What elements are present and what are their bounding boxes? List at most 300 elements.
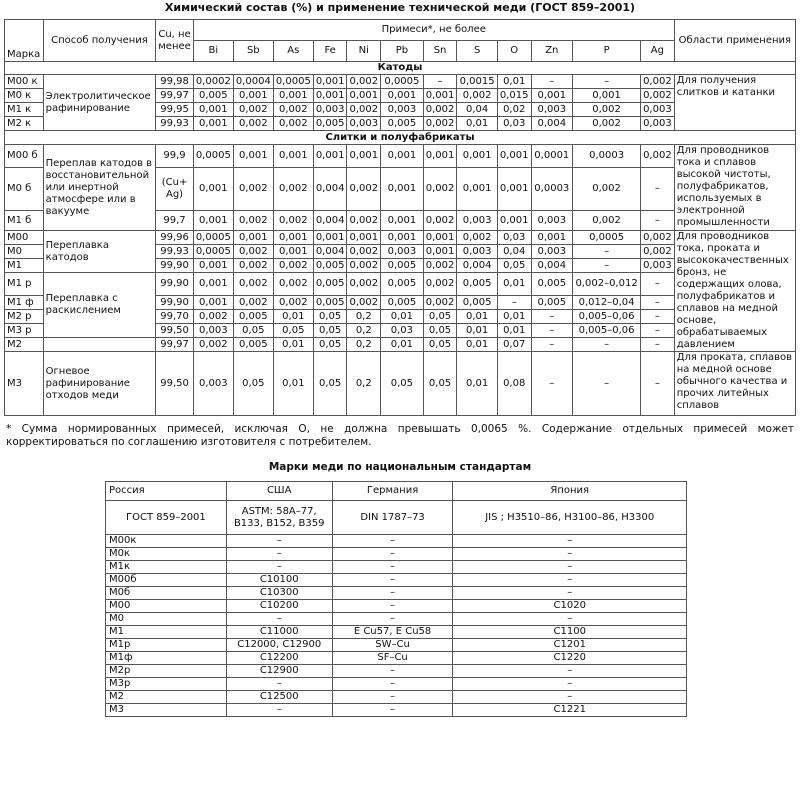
impurity-cell: 0,002	[641, 245, 675, 259]
impurity-cell: 0,002	[193, 310, 233, 324]
header-cu: Cu, не менее	[156, 20, 194, 62]
impurity-cell: 0,001	[273, 145, 313, 168]
usa-grade-cell: C10300	[226, 587, 332, 600]
impurity-cell: 0,002	[423, 273, 457, 296]
russia-grade-cell: М2	[106, 691, 227, 704]
impurity-cell: 0,2	[347, 338, 381, 352]
impurity-cell: –	[641, 296, 675, 310]
impurity-cell: 0,002	[423, 103, 457, 117]
impurity-cell: 0,004	[531, 117, 573, 131]
impurity-cell: 0,0015	[457, 75, 498, 89]
impurity-cell: 0,01	[497, 273, 531, 296]
header-element: Sb	[233, 41, 273, 62]
grade-cell: М2	[5, 338, 44, 352]
impurity-cell: 0,05	[423, 352, 457, 416]
grade-cell: М2 к	[5, 117, 44, 131]
impurity-cell: 0,003	[531, 211, 573, 231]
impurity-cell: 0,2	[347, 324, 381, 338]
impurity-cell: 0,001	[381, 89, 424, 103]
impurity-cell: 0,002	[573, 103, 641, 117]
germany-grade-cell: SF–Cu	[332, 652, 453, 665]
header-japan: Япония	[453, 482, 687, 501]
impurity-cell: 0,001	[423, 145, 457, 168]
grade-cell: М1 р	[5, 273, 44, 296]
impurity-cell: 0,002	[233, 211, 273, 231]
usa-grade-cell: –	[226, 548, 332, 561]
impurity-cell: 0,002	[641, 145, 675, 168]
impurity-cell: –	[531, 352, 573, 416]
impurity-cell: 0,015	[497, 89, 531, 103]
impurity-cell: 0,005	[381, 296, 424, 310]
impurity-cell: 0,005	[531, 296, 573, 310]
impurity-cell: 0,0005	[193, 245, 233, 259]
impurity-cell: 0,005	[457, 273, 498, 296]
japan-grade-cell: C1220	[453, 652, 687, 665]
germany-grade-cell: –	[332, 548, 453, 561]
impurity-cell: –	[641, 310, 675, 324]
germany-grade-cell: –	[332, 678, 453, 691]
header-element: As	[273, 41, 313, 62]
impurity-cell: 0,001	[423, 89, 457, 103]
impurity-cell: 0,002	[457, 89, 498, 103]
table-row	[106, 652, 687, 665]
impurity-cell: 0,05	[423, 324, 457, 338]
impurity-cell: 0,003	[347, 117, 381, 131]
impurity-cell: –	[573, 352, 641, 416]
japan-grade-cell: –	[453, 548, 687, 561]
impurity-cell: 0,01	[381, 310, 424, 324]
section-ingots: Слитки и полуфабрикаты	[5, 131, 796, 145]
impurity-cell: 0,001	[347, 145, 381, 168]
grade-cell: М0 б	[5, 168, 44, 211]
cu-cell: 99,97	[156, 89, 194, 103]
table-row	[5, 145, 796, 168]
impurity-cell: 0,08	[497, 352, 531, 416]
impurity-cell: 0,01	[381, 338, 424, 352]
grade-cell: М00 к	[5, 75, 44, 89]
cu-cell: 99,90	[156, 273, 194, 296]
impurity-cell: 0,05	[381, 352, 424, 416]
impurity-cell: 0,001	[273, 231, 313, 245]
table-row	[106, 535, 687, 548]
impurity-cell: 0,005	[381, 259, 424, 273]
germany-grade-cell: –	[332, 600, 453, 613]
impurity-cell: 0,004	[313, 211, 347, 231]
japan-grade-cell: C1100	[453, 626, 687, 639]
impurity-cell: 0,001	[531, 89, 573, 103]
usa-grade-cell: C11000	[226, 626, 332, 639]
standard-japan: JIS ; H3510–86, H3100–86, H3300	[453, 501, 687, 535]
table-header-row	[106, 482, 687, 501]
impurity-cell: 0,002–0,012	[573, 273, 641, 296]
impurity-cell: 0,01	[497, 75, 531, 89]
header-element: Bi	[193, 41, 233, 62]
impurity-cell: 0,003	[531, 103, 573, 117]
impurity-cell: 0,05	[273, 324, 313, 338]
header-element: Zn	[531, 41, 573, 62]
impurity-cell: 0,012–0,04	[573, 296, 641, 310]
impurity-cell: 0,002	[193, 338, 233, 352]
impurity-cell: 0,01	[273, 338, 313, 352]
grade-cell: М00 б	[5, 145, 44, 168]
table-row	[106, 639, 687, 652]
usa-grade-cell: –	[226, 704, 332, 717]
impurity-cell: 0,001	[193, 296, 233, 310]
impurity-cell: –	[423, 75, 457, 89]
chemical-composition-table	[4, 19, 796, 416]
impurity-cell: 0,002	[347, 273, 381, 296]
impurity-cell: –	[641, 168, 675, 211]
impurity-cell: 0,07	[497, 338, 531, 352]
impurity-cell: 0,005	[193, 89, 233, 103]
impurity-cell: 0,002	[641, 75, 675, 89]
cu-cell: 99,90	[156, 296, 194, 310]
application-cell: Для проводников тока и сплавов высокой чистоты, полуфабрикатов, используемых в электронной промышленности	[674, 145, 795, 231]
germany-grade-cell: –	[332, 665, 453, 678]
impurity-cell: 0,05	[313, 310, 347, 324]
method-cell: Электролитическое рафинирование	[43, 75, 156, 131]
cu-cell: (Cu+ Ag)	[156, 168, 194, 211]
impurity-cell: 0,0002	[193, 75, 233, 89]
cu-cell: 99,9	[156, 145, 194, 168]
germany-grade-cell: –	[332, 535, 453, 548]
table-row	[106, 587, 687, 600]
impurity-cell: 0,001	[457, 168, 498, 211]
cu-cell: 99,7	[156, 211, 194, 231]
cu-cell: 99,98	[156, 75, 194, 89]
national-standards-title: Марки меди по национальным стандартам	[268, 461, 532, 473]
application-cell: Для проводников тока, проката и высококачественных бронз, не содержащих олова, полуфабрикатов и сплавов на медной основе, обрабатываемых давлением	[674, 231, 795, 352]
impurity-cell: 0,0005	[193, 145, 233, 168]
impurity-cell: 0,002	[233, 168, 273, 211]
impurity-cell: 0,01	[497, 310, 531, 324]
impurity-cell: 0,0004	[233, 75, 273, 89]
impurity-cell: 0,003	[457, 245, 498, 259]
impurity-cell: 0,002	[347, 75, 381, 89]
impurity-cell: 0,002	[347, 168, 381, 211]
cu-cell: 99,93	[156, 117, 194, 131]
impurity-cell: 0,002	[423, 168, 457, 211]
impurity-cell: –	[531, 338, 573, 352]
impurity-cell: 0,005	[313, 259, 347, 273]
japan-grade-cell: –	[453, 691, 687, 704]
impurity-cell: 0,05	[423, 338, 457, 352]
impurity-cell: 0,002	[641, 89, 675, 103]
impurity-cell: 0,005	[313, 296, 347, 310]
standard-russia: ГОСТ 859–2001	[106, 501, 227, 535]
impurity-cell: 0,001	[497, 211, 531, 231]
table-row	[106, 691, 687, 704]
impurity-cell: 0,003	[531, 245, 573, 259]
impurity-cell: 0,001	[193, 117, 233, 131]
impurity-cell: 0,04	[497, 245, 531, 259]
cu-cell: 99,96	[156, 231, 194, 245]
germany-grade-cell: –	[332, 587, 453, 600]
japan-grade-cell: –	[453, 678, 687, 691]
impurity-cell: 0,001	[573, 89, 641, 103]
impurity-cell: 0,002	[233, 117, 273, 131]
table-row	[106, 600, 687, 613]
usa-grade-cell: –	[226, 678, 332, 691]
method-cell: Переплав катодов в восстановительной или инертной атмосфере или в вакууме	[43, 145, 156, 231]
impurity-cell: 0,2	[347, 310, 381, 324]
impurity-cell: 0,004	[531, 259, 573, 273]
impurity-cell: 0,001	[193, 259, 233, 273]
impurity-cell: 0,002	[423, 296, 457, 310]
japan-grade-cell: –	[453, 587, 687, 600]
grade-cell: М00	[5, 231, 44, 245]
impurity-cell: 0,002	[423, 117, 457, 131]
impurity-cell: 0,05	[423, 310, 457, 324]
impurity-cell: 0,002	[273, 296, 313, 310]
impurity-cell: 0,003	[381, 103, 424, 117]
header-element: S	[457, 41, 498, 62]
grade-cell: М3 р	[5, 324, 44, 338]
germany-grade-cell: –	[332, 574, 453, 587]
impurity-cell: 0,002	[347, 211, 381, 231]
impurity-cell: 0,0005	[573, 231, 641, 245]
standards-row	[106, 501, 687, 535]
impurity-cell: –	[531, 324, 573, 338]
germany-grade-cell: –	[332, 691, 453, 704]
grade-cell: М0 к	[5, 89, 44, 103]
impurity-cell: –	[641, 352, 675, 416]
germany-grade-cell: E Cu57, E Cu58	[332, 626, 453, 639]
germany-grade-cell: –	[332, 704, 453, 717]
impurity-cell: 0,01	[273, 310, 313, 324]
germany-grade-cell: SW–Cu	[332, 639, 453, 652]
impurity-cell: –	[497, 296, 531, 310]
impurity-cell: 0,002	[347, 245, 381, 259]
impurity-cell: 0,003	[313, 103, 347, 117]
impurity-cell: 0,04	[457, 103, 498, 117]
header-grade: Марка	[5, 20, 44, 62]
impurity-cell: 0,0005	[193, 231, 233, 245]
russia-grade-cell: М0б	[106, 587, 227, 600]
table-row	[106, 704, 687, 717]
impurity-cell: 0,01	[273, 352, 313, 416]
method-cell: Переплавка с раскислением	[43, 273, 156, 338]
russia-grade-cell: М00к	[106, 535, 227, 548]
usa-grade-cell: C12500	[226, 691, 332, 704]
header-element: Sn	[423, 41, 457, 62]
impurity-cell: 0,03	[381, 324, 424, 338]
impurity-cell: 0,002	[347, 259, 381, 273]
impurity-cell: 0,03	[497, 231, 531, 245]
impurity-cell: –	[573, 259, 641, 273]
germany-grade-cell: –	[332, 561, 453, 574]
cu-cell: 99,90	[156, 259, 194, 273]
impurity-cell: 0,05	[497, 259, 531, 273]
impurity-cell: 0,001	[531, 231, 573, 245]
impurity-cell: 0,001	[313, 89, 347, 103]
table-row	[106, 665, 687, 678]
impurity-cell: 0,005	[381, 117, 424, 131]
usa-grade-cell: –	[226, 561, 332, 574]
impurity-cell: 0,2	[347, 352, 381, 416]
grade-cell: М2 р	[5, 310, 44, 324]
impurity-cell: 0,01	[457, 338, 498, 352]
impurity-cell: 0,002	[641, 231, 675, 245]
table-row	[106, 613, 687, 626]
impurity-cell: 0,0003	[573, 145, 641, 168]
japan-grade-cell: –	[453, 574, 687, 587]
impurity-cell: 0,01	[457, 352, 498, 416]
section-cathodes: Катоды	[5, 62, 796, 75]
russia-grade-cell: М3р	[106, 678, 227, 691]
standard-germany: DIN 1787–73	[332, 501, 453, 535]
cu-cell: 99,95	[156, 103, 194, 117]
impurity-cell: 0,002	[423, 211, 457, 231]
impurity-cell: 0,001	[381, 168, 424, 211]
impurity-cell: 0,0001	[531, 145, 573, 168]
impurity-cell: 0,002	[233, 296, 273, 310]
impurity-cell: 0,001	[313, 75, 347, 89]
usa-grade-cell: C12900	[226, 665, 332, 678]
impurity-cell: 0,03	[497, 117, 531, 131]
header-element: P	[573, 41, 641, 62]
header-impurities: Примеси*, не более	[193, 20, 674, 41]
impurity-cell: 0,002	[273, 211, 313, 231]
impurity-cell: 0,002	[457, 231, 498, 245]
impurity-cell: 0,05	[233, 324, 273, 338]
russia-grade-cell: М0	[106, 613, 227, 626]
impurity-cell: 0,001	[497, 168, 531, 211]
header-usa: США	[226, 482, 332, 501]
impurity-cell: 0,001	[193, 273, 233, 296]
header-germany: Германия	[332, 482, 453, 501]
table-row	[5, 231, 796, 245]
header-method: Способ получения	[43, 20, 156, 62]
impurity-cell: 0,05	[313, 338, 347, 352]
table-row	[106, 561, 687, 574]
impurity-cell: 0,001	[193, 103, 233, 117]
impurity-cell: –	[641, 324, 675, 338]
russia-grade-cell: М00б	[106, 574, 227, 587]
method-cell: Огневое рафинирование отходов меди	[43, 352, 156, 416]
application-cell: Для получения слитков и катанки	[674, 75, 795, 131]
cu-cell: 99,50	[156, 352, 194, 416]
grade-cell: М3	[5, 352, 44, 416]
impurity-cell: –	[531, 310, 573, 324]
impurity-cell: –	[573, 245, 641, 259]
impurity-cell: 0,0005	[273, 75, 313, 89]
japan-grade-cell: –	[453, 665, 687, 678]
impurity-cell: –	[641, 273, 675, 296]
usa-grade-cell: C10100	[226, 574, 332, 587]
germany-grade-cell: –	[332, 613, 453, 626]
impurity-cell: 0,01	[497, 324, 531, 338]
impurity-cell: 0,001	[273, 89, 313, 103]
impurity-cell: 0,002	[233, 245, 273, 259]
table-row	[106, 626, 687, 639]
impurity-cell: 0,002	[573, 168, 641, 211]
impurity-cell: 0,001	[233, 231, 273, 245]
cu-cell: 99,97	[156, 338, 194, 352]
impurity-cell: 0,001	[233, 89, 273, 103]
japan-grade-cell: C1221	[453, 704, 687, 717]
method-cell	[43, 338, 156, 352]
cu-cell: 99,50	[156, 324, 194, 338]
russia-grade-cell: М0к	[106, 548, 227, 561]
russia-grade-cell: М00	[106, 600, 227, 613]
impurity-cell: 0,001	[193, 211, 233, 231]
page-title: Химический состав (%) и применение технической меди (ГОСТ 859–2001)	[164, 1, 636, 14]
impurity-cell: 0,005	[457, 296, 498, 310]
impurity-cell: 0,005	[381, 273, 424, 296]
impurity-cell: 0,001	[457, 145, 498, 168]
japan-grade-cell: C1020	[453, 600, 687, 613]
impurity-cell: 0,002	[573, 211, 641, 231]
impurity-cell: –	[573, 338, 641, 352]
impurity-cell: 0,001	[313, 145, 347, 168]
impurity-cell: –	[641, 338, 675, 352]
impurity-cell: 0,002	[233, 103, 273, 117]
usa-grade-cell: –	[226, 535, 332, 548]
cu-cell: 99,70	[156, 310, 194, 324]
impurity-cell: 0,001	[273, 245, 313, 259]
impurity-cell: –	[531, 75, 573, 89]
japan-grade-cell: C1201	[453, 639, 687, 652]
impurity-cell: 0,001	[423, 231, 457, 245]
impurity-cell: 0,02	[497, 103, 531, 117]
table-row	[5, 75, 796, 89]
header-element: Ag	[641, 41, 675, 62]
grade-cell: М1 к	[5, 103, 44, 117]
impurity-cell: 0,003	[641, 103, 675, 117]
impurity-cell: 0,001	[381, 145, 424, 168]
impurity-cell: 0,005	[233, 338, 273, 352]
impurity-cell: 0,01	[457, 117, 498, 131]
impurity-cell: 0,01	[457, 310, 498, 324]
impurity-cell: 0,05	[233, 352, 273, 416]
impurity-cell: 0,001	[347, 231, 381, 245]
impurity-cell: 0,004	[313, 245, 347, 259]
impurity-cell: 0,002	[347, 296, 381, 310]
impurity-cell: 0,005	[313, 273, 347, 296]
russia-grade-cell: М3	[106, 704, 227, 717]
usa-grade-cell: –	[226, 613, 332, 626]
usa-grade-cell: C10200	[226, 600, 332, 613]
impurity-cell: 0,002	[273, 273, 313, 296]
impurity-cell: 0,002	[573, 117, 641, 131]
impurity-cell: 0,05	[313, 324, 347, 338]
national-standards-table	[105, 481, 687, 717]
impurity-cell: 0,0003	[531, 168, 573, 211]
impurity-cell: 0,001	[347, 89, 381, 103]
russia-grade-cell: М1к	[106, 561, 227, 574]
impurity-cell: 0,003	[193, 352, 233, 416]
header-element: Ni	[347, 41, 381, 62]
russia-grade-cell: М1ф	[106, 652, 227, 665]
impurity-cell: 0,005–0,06	[573, 310, 641, 324]
grade-cell: М0	[5, 245, 44, 259]
impurity-cell: 0,001	[313, 231, 347, 245]
impurity-cell: 0,002	[233, 259, 273, 273]
table-row	[106, 574, 687, 587]
impurity-cell: 0,001	[193, 168, 233, 211]
impurity-cell: 0,005	[313, 117, 347, 131]
impurity-cell: 0,05	[313, 352, 347, 416]
table-row	[5, 352, 796, 416]
impurity-cell: 0,002	[273, 168, 313, 211]
impurity-cell: 0,005	[233, 310, 273, 324]
impurity-cell: 0,003	[381, 245, 424, 259]
cu-cell: 99,93	[156, 245, 194, 259]
grade-cell: М1 б	[5, 211, 44, 231]
impurity-cell: 0,01	[457, 324, 498, 338]
impurity-cell: 0,003	[193, 324, 233, 338]
